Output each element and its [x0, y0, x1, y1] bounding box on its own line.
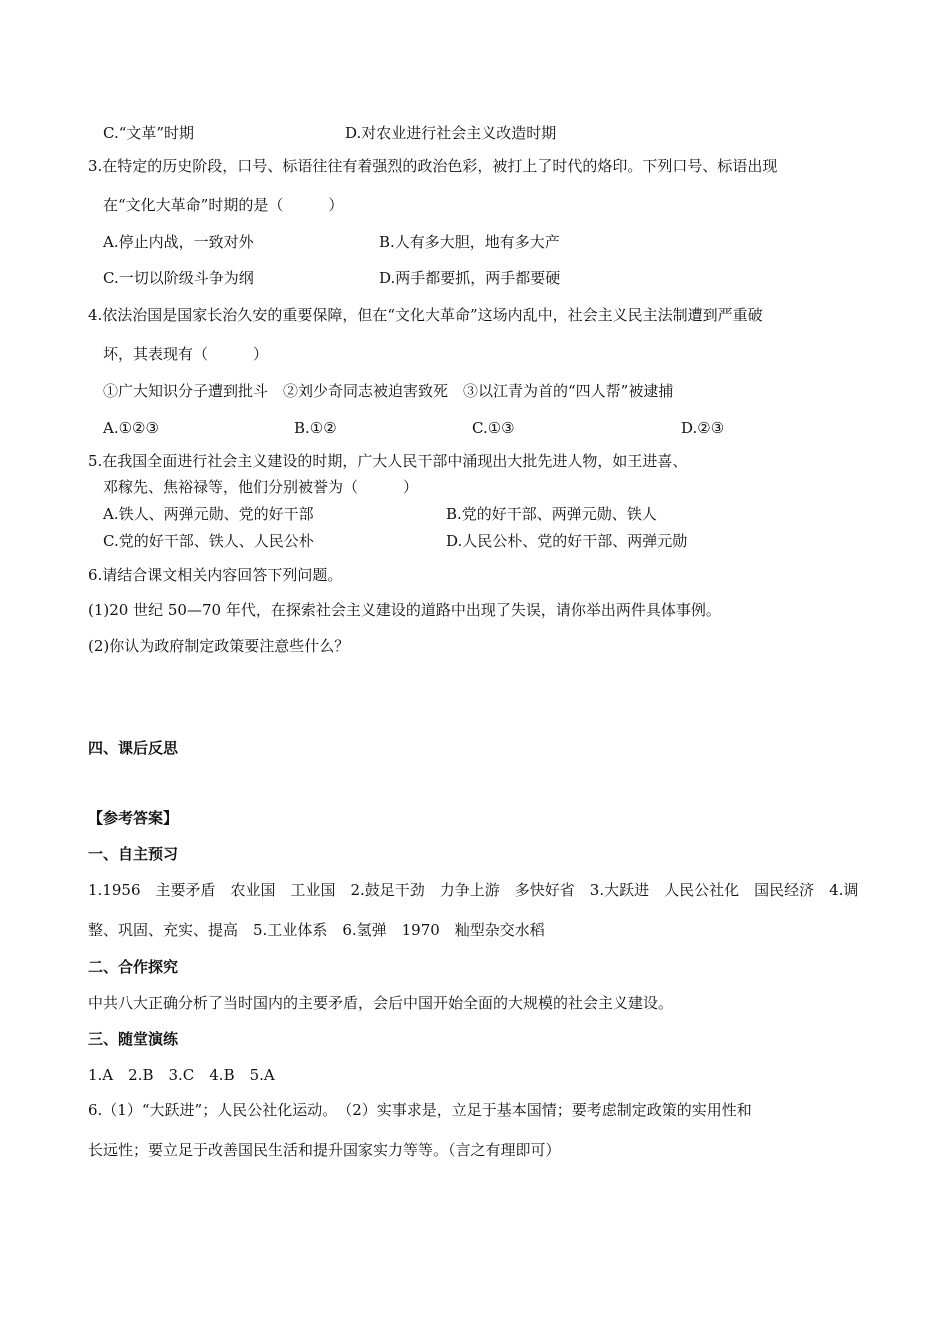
q4-option-a: A.①②③: [103, 419, 159, 437]
answers-section2-line1: 中共八大正确分析了当时国内的主要矛盾，会后中国开始全面的大规模的社会主义建设。: [88, 994, 674, 1012]
answers-section3-line2: 6.（1）“大跃进”；人民公社化运动。 （2）实事求是，立足于基本国情；要考虑制定政策的实用性和: [88, 1101, 752, 1119]
q3-stem-line1: 3.在特定的历史阶段，口号、标语往往有着强烈的政治色彩，被打上了时代的烙印。下列口号、标语出现: [88, 157, 778, 175]
q5-stem-line1: 5.在我国全面进行社会主义建设的时期，广大人民干部中涌现出大批先进人物，如王进喜、: [88, 452, 688, 470]
q4-option-d: D.②③: [681, 419, 725, 437]
answers-section3-line1: 1.A 2.B 3.C 4.B 5.A: [88, 1066, 275, 1084]
q2-option-d: D.对农业进行社会主义改造时期: [345, 124, 557, 142]
q2-option-c: C.“文革”时期: [103, 124, 195, 142]
q3-option-d: D.两手都要抓，两手都要硬: [379, 269, 561, 287]
q4-stem-line1: 4.依法治国是国家长治久安的重要保障，但在“文化大革命”这场内乱中，社会主义民主法制遭到严重破: [88, 306, 763, 324]
answers-section3-line3: 长远性；要立足于改善国民生活和提升国家实力等等。（言之有理即可）: [88, 1141, 561, 1159]
q4-option-c: C.①③: [472, 419, 515, 437]
q5-stem-line2: 邓稼先、焦裕禄等，他们分别被誉为（ ）: [103, 478, 419, 496]
q4-stem-line2: 坏，其表现有（ ）: [103, 345, 269, 363]
answers-section3-title: 三、随堂演练: [88, 1030, 179, 1048]
q3-option-c: C.一切以阶级斗争为纲: [103, 269, 254, 287]
q4-items: ①广大知识分子遭到批斗 ②刘少奇同志被迫害致死 ③以江青为首的“四人帮”被逮捕: [103, 382, 674, 400]
q6-sub2: (2)你认为政府制定政策要注意些什么？: [88, 637, 350, 655]
q5-option-b: B.党的好干部、两弹元勋、铁人: [446, 505, 657, 523]
q5-option-c: C.党的好干部、铁人、人民公朴: [103, 532, 314, 550]
q6-stem: 6.请结合课文相关内容回答下列问题。: [88, 566, 343, 584]
q4-option-b: B.①②: [294, 419, 337, 437]
answers-section1-line2: 整、巩固、充实、提高 5.工业体系 6.氢弹 1970 籼型杂交水稻: [88, 921, 545, 939]
q3-option-b: B.人有多大胆，地有多大产: [379, 233, 560, 251]
answers-section2-title: 二、合作探究: [88, 958, 179, 976]
answers-section1-line1: 1.1956 主要矛盾 农业国 工业国 2.鼓足干劲 力争上游 多快好省 3.大跃进 人民公社化 国民经济 4.调: [88, 881, 859, 899]
q3-stem-line2: 在“文化大革命”时期的是（ ）: [103, 196, 344, 214]
section-heading-reflection: 四、课后反思: [88, 739, 179, 757]
q5-option-a: A.铁人、两弹元勋、党的好干部: [103, 505, 314, 523]
q5-option-d: D.人民公朴、党的好干部、两弹元勋: [446, 532, 688, 550]
q6-sub1: (1)20 世纪 50—70 年代，在探索社会主义建设的道路中出现了失误，请你举出两件具体事例。: [88, 601, 721, 619]
answers-title: 【参考答案】: [88, 809, 179, 827]
q3-option-a: A.停止内战，一致对外: [103, 233, 254, 251]
answers-section1-title: 一、自主预习: [88, 845, 179, 863]
